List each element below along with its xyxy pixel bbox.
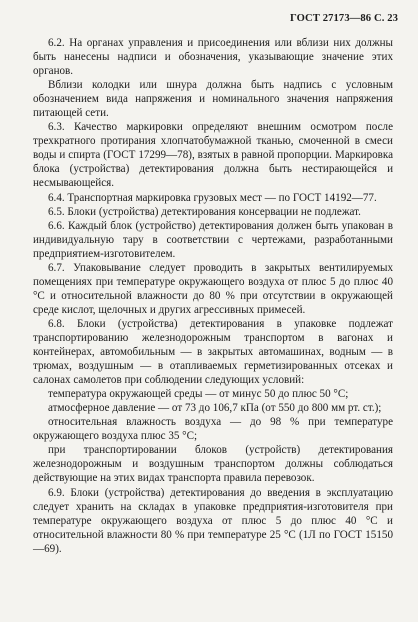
paragraph-6-6: 6.6. Каждый блок (устройство) детектирования должен быть упакован в индивидуальную тару в соответствии с чертежами, разработанными предприятием-изготовителем. (33, 219, 393, 260)
paragraph-6-4: 6.4. Транспортная маркировка грузовых мест — по ГОСТ 14192—77. (48, 191, 377, 204)
condition-transport-rules: при транспортировании блоков (устройств) детектирования железнодорожным и воздушным транспортом должны соблюдаться действующие на этих видах транспорта правила перевозок. (33, 444, 393, 485)
document-body (33, 36, 393, 556)
paragraph-6-7: 6.7. Упаковывание следует проводить в закрытых вентилируемых помещениях при температуре окружающего воздуха от плюс 5 до плюс 40 °С и относительной влажности до 80 % при отсутствии в окружающей среде кислот, щелочных и других агрессивных примесей. (33, 261, 393, 316)
paragraph-6-2: 6.2. На органах управления и присоединения или вблизи них должны быть нанесены надписи и обозначения, указывающие значение этих органов. (33, 37, 393, 78)
paragraph-6-5: 6.5. Блоки (устройства) детектирования консервации не подлежат. (48, 205, 361, 218)
paragraph-6-9: 6.9. Блоки (устройства) детектирования до введения в эксплуатацию следует хранить на складах в упаковке предприятия-изготовителя при температуре окружающего воздуха от плюс 5 до плюс 40 °С и относительной влажности 80 % при температуре 25 °С (1Л по ГОСТ 15150—69). (33, 486, 393, 555)
paragraph-6-3: 6.3. Качество маркировки определяют внешним осмотром после трехкратного протирания хлопчатобумажной тканью, смоченной в смеси воды и спирта (ГОСТ 17299—78), взятых в равной пропорции. Маркировка блока (устройства) детектирования должна быть нестирающейся и несмывающейся. (33, 121, 393, 190)
condition-humidity: относительная влажность воздуха — до 98 % при температуре окружающего воздуха плюс 35 °С; (33, 416, 393, 443)
paragraph-6-8: 6.8. Блоки (устройства) детектирования в упаковке подлежат транспортированию железнодорожным транспортом в вагонах и контейнерах, автомобильным — в закрытых автомашинах, водным — в трюмах, воздушным — в отапливаемых герметизированных отсеках и салонах самолетов при соблюдении следующих условий: (33, 317, 393, 387)
condition-temperature: температура окружающей среды — от минус 50 до плюс 50 °С; (48, 388, 349, 401)
condition-pressure: атмосферное давление — от 73 до 106,7 кПа (от 550 до 800 мм рт. ст.); (48, 402, 382, 415)
paragraph-cord-label: Вблизи колодки или шнура должна быть надпись с условным обозначением вида напряжения и номинального значения напряжения питающей сети. (33, 79, 393, 120)
page-header: ГОСТ 27173—86 С. 23 (290, 13, 398, 24)
